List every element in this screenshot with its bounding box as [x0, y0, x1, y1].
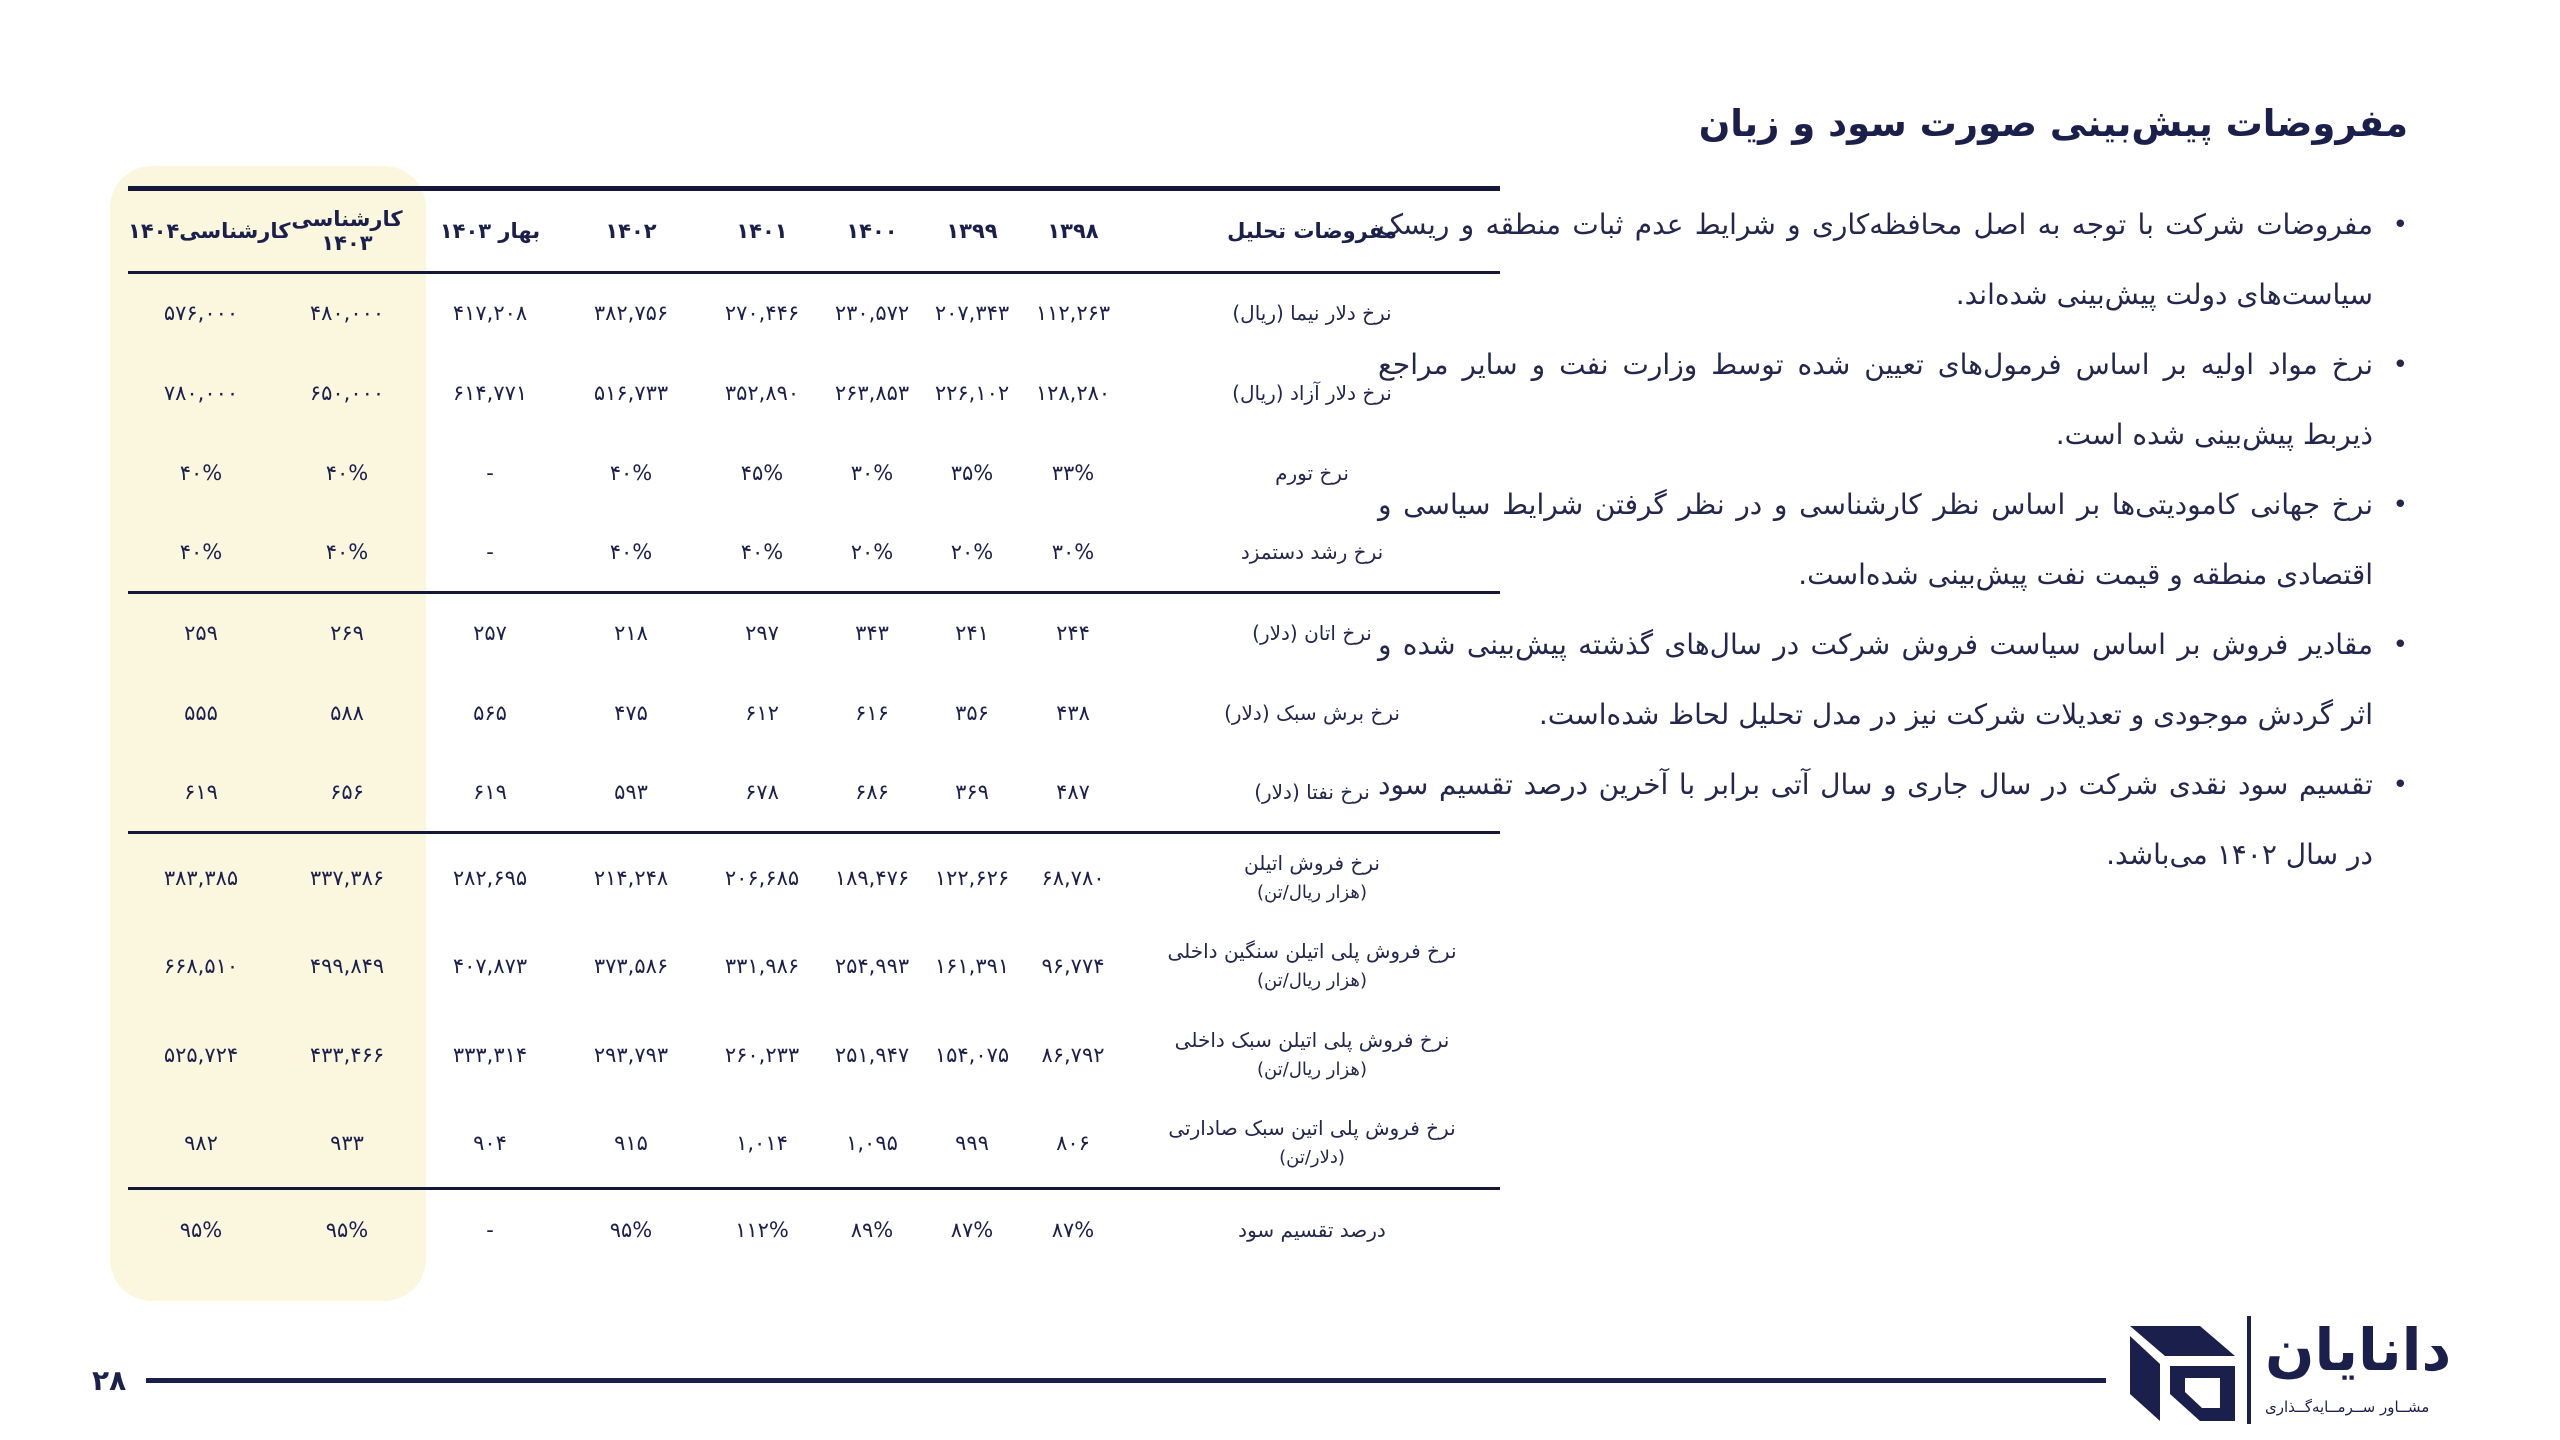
table-cell: ۳۸۳,۳۸۵: [163, 865, 239, 890]
table-cell: ۲۰۶,۶۸۵: [724, 865, 800, 890]
table-cell: ۴۸۰,۰۰۰: [309, 301, 385, 326]
row-label-text: نرخ برش سبک (دلار): [1224, 700, 1400, 725]
column-header: ۱۳۹۸: [1047, 219, 1099, 243]
table-cell: ۶۵۶: [330, 779, 364, 804]
logo-name: دانایان: [2265, 1316, 2452, 1384]
table-cell: ۴۱۷,۲۰۸: [452, 301, 528, 326]
table-cell: ۲۰%: [950, 539, 994, 564]
list-item: • نرخ مواد اولیه بر اساس فرمول‌های تعیین شده توسط وزارت نفت و سایر مراجع ذیربط پیش‌بینی شده است.: [1378, 330, 2408, 470]
table-cell: ۵۹۳: [614, 779, 648, 804]
table-cell: ۴۰۷,۸۷۳: [452, 954, 528, 978]
table-cell: ۱,۰۹۵: [846, 1131, 898, 1156]
table-cell: ۱۱۲%: [735, 1218, 789, 1243]
assumptions-list: [1378, 190, 2408, 890]
table-cell: ۶۱۹: [184, 779, 218, 804]
table-cell: ۴۷۵: [614, 700, 648, 725]
table-cell: ۳۳%: [1051, 460, 1095, 485]
table-cell: ۴۰%: [325, 539, 369, 564]
table-cell: ۹۵%: [609, 1218, 653, 1243]
table-cell: ۹۵%: [325, 1218, 369, 1243]
row-label: [1124, 433, 1500, 513]
table-cell: -: [486, 1218, 494, 1243]
table-cell: ۱۵۴,۰۷۵: [934, 1043, 1010, 1067]
row-unit-text: (هزار ریال/تن): [1257, 881, 1367, 903]
row-label-text: نرخ دلار نیما (ریال): [1232, 301, 1392, 326]
table-cell: ۳۰%: [850, 460, 894, 485]
table-cell: ۴۰%: [609, 460, 653, 485]
table-cell: ۸۷%: [950, 1218, 994, 1243]
table-row: [128, 673, 1500, 753]
table-cell: ۲۹۳,۷۹۳: [593, 1043, 669, 1067]
table-cell: ۲۶۹: [330, 621, 364, 646]
table-cell: -: [486, 539, 494, 564]
row-label: [1124, 673, 1500, 753]
row-label: [1124, 513, 1500, 593]
table-cell: ۲۲۶,۱۰۲: [934, 380, 1010, 405]
list-item: • تقسیم سود نقدی شرکت در سال جاری و سال آتی برابر با آخرین درصد تقسیم سود در سال ۱۴۰۲ می‌باشد.: [1378, 750, 2408, 890]
table-row: [128, 353, 1500, 433]
row-label-text: نرخ اتان (دلار): [1252, 621, 1372, 646]
table-cell: ۲۶۳,۸۵۳: [834, 380, 910, 405]
table-cell: ۳۴۳: [855, 621, 889, 646]
table-cell: ۲۱۸: [614, 621, 648, 646]
table-cell: ۲۰۷,۳۴۳: [934, 301, 1010, 326]
table-cell: ۲۳۰,۵۷۲: [834, 301, 910, 326]
table-cell: ۳۵۲,۸۹۰: [724, 380, 800, 405]
table-row: [128, 433, 1500, 513]
table-cell: ۲۵۴,۹۹۳: [834, 954, 910, 978]
table-cell: ۲۱۴,۲۴۸: [593, 865, 669, 890]
footer-divider: [146, 1378, 2106, 1383]
row-label: [1124, 1100, 1500, 1189]
table-cell: ۴۸۷: [1056, 779, 1090, 804]
row-label: [1124, 1011, 1500, 1100]
row-label: [1124, 753, 1500, 833]
table-cell: ۱۲۸,۲۸۰: [1035, 380, 1111, 405]
table-cell: ۲۰%: [850, 539, 894, 564]
table-cell: ۶۱۲: [745, 700, 779, 725]
table-row: [128, 1189, 1500, 1271]
list-item: • مفروضات شرکت با توجه به اصل محافظه‌کاری و شرایط عدم ثبات منطقه و ریسک سیاست‌های دولت پیش‌بینی شده‌اند.: [1378, 190, 2408, 330]
column-header: مفروضات تحلیل: [1227, 219, 1397, 243]
table-cell: ۳۳۱,۹۸۶: [724, 954, 800, 978]
logo-mark-icon: [2130, 1326, 2235, 1421]
table-cell: ۳۸۲,۷۵۶: [593, 301, 669, 326]
table-cell: ۶۸,۷۸۰: [1041, 865, 1105, 890]
assumptions-table: [128, 186, 1500, 1271]
row-label-text: درصد تقسیم سود: [1238, 1218, 1386, 1243]
row-label: [1124, 833, 1500, 922]
table-row: [128, 753, 1500, 833]
table-cell: ۳۳۷,۳۸۶: [309, 865, 385, 890]
assumptions-table-container: [110, 166, 1500, 1301]
row-label-text: نرخ فروش پلی اتیلن سبک داخلی: [1174, 1028, 1450, 1052]
row-label-text: نرخ فروش پلی اتین سبک صادارتی: [1168, 1116, 1456, 1141]
table-cell: ۳۰%: [1051, 539, 1095, 564]
table-cell: ۵۵۵: [184, 700, 218, 725]
row-label: [1124, 922, 1500, 1011]
row-label: [1124, 353, 1500, 433]
table-cell: ۲۵۹: [184, 621, 218, 646]
table-cell: ۵۶۵: [473, 700, 507, 725]
table-cell: ۳۷۳,۵۸۶: [593, 954, 669, 978]
table-cell: ۱۱۲,۲۶۳: [1035, 301, 1111, 326]
table-cell: ۲۹۷: [745, 621, 779, 646]
table-cell: ۴۰%: [740, 539, 784, 564]
table-cell: ۴۰%: [609, 539, 653, 564]
table-cell: ۴۰%: [325, 460, 369, 485]
table-cell: ۲۵۷: [473, 621, 507, 646]
table-cell: ۵۸۸: [330, 700, 364, 725]
company-logo: [2130, 1316, 2460, 1426]
table-cell: ۲۶۰,۲۳۳: [724, 1043, 800, 1067]
table-cell: ۶۱۴,۷۷۱: [452, 380, 528, 405]
table-cell: ۴۹۹,۸۴۹: [309, 954, 385, 978]
table-cell: ۹۳۳: [330, 1131, 364, 1156]
column-header: کارشناسی ۱۴۰۳: [291, 207, 403, 255]
table-cell: ۳۵۶: [955, 700, 989, 725]
row-label: [1124, 593, 1500, 673]
table-cell: ۲۷۰,۴۴۶: [724, 301, 800, 326]
table-cell: ۷۸۰,۰۰۰: [163, 380, 239, 405]
table-cell: ۶۷۸: [745, 779, 779, 804]
table-cell: ۴۵%: [740, 460, 784, 485]
table-row: [128, 922, 1500, 1011]
table-row: [128, 273, 1500, 353]
row-label-text: نرخ نفتا (دلار): [1254, 779, 1370, 804]
table-cell: ۹۱۵: [614, 1131, 648, 1156]
table-row: [128, 833, 1500, 922]
row-label: [1124, 273, 1500, 353]
table-header-row: [128, 189, 1500, 273]
table-cell: ۳۳۳,۳۱۴: [452, 1043, 528, 1067]
column-header: کارشناسی۱۴۰۴: [128, 219, 291, 243]
table-cell: ۸۷%: [1051, 1218, 1095, 1243]
row-label-text: نرخ رشد دستمزد: [1240, 539, 1384, 564]
table-cell: ۴۰%: [179, 539, 223, 564]
table-row: [128, 1100, 1500, 1189]
logo-tagline: مشــاور ســرمــایه‌گــذاری: [2265, 1398, 2430, 1416]
table-cell: ۱۲۲,۶۲۶: [934, 865, 1010, 890]
column-header: ۱۴۰۰: [846, 219, 898, 243]
table-cell: ۳۶۹: [955, 779, 989, 804]
table-cell: ۲۴۴: [1056, 621, 1090, 646]
row-label-text: نرخ فروش اتیلن: [1244, 850, 1380, 875]
table-cell: ۲۵۱,۹۴۷: [834, 1043, 910, 1067]
table-cell: ۵۲۵,۷۲۴: [163, 1043, 239, 1067]
table-cell: ۶۱۹: [473, 779, 507, 804]
table-cell: ۳۵%: [950, 460, 994, 485]
column-header: ۱۳۹۹: [946, 219, 998, 243]
row-label: [1124, 1189, 1500, 1271]
table-cell: ۹۵%: [179, 1218, 223, 1243]
table-cell: ۶۱۶: [855, 700, 889, 725]
table-cell: ۸۶,۷۹۲: [1041, 1043, 1105, 1067]
column-header: ۱۴۰۱: [736, 219, 788, 243]
page-number: ۲۸: [92, 1364, 127, 1397]
table-cell: ۹۶,۷۷۴: [1041, 954, 1105, 978]
table-cell: ۴۳۸: [1056, 700, 1090, 725]
table-cell: ۶۸۶: [855, 779, 889, 804]
logo-divider: [2247, 1316, 2251, 1424]
row-unit-text: (هزار ریال/تن): [1257, 1059, 1367, 1080]
table-cell: ۵۱۶,۷۳۳: [593, 380, 669, 405]
table-cell: ۶۶۸,۵۱۰: [163, 954, 239, 978]
table-cell: ۸۰۶: [1056, 1131, 1090, 1156]
table-row: [128, 1011, 1500, 1100]
table-cell: ۱۸۹,۴۷۶: [834, 865, 910, 890]
table-cell: -: [486, 460, 494, 485]
table-cell: ۴۰%: [179, 460, 223, 485]
table-cell: ۹۸۲: [184, 1131, 218, 1156]
row-unit-text: (هزار ریال/تن): [1257, 970, 1367, 991]
table-cell: ۲۴۱: [955, 621, 989, 646]
list-item: • نرخ جهانی کامودیتی‌ها بر اساس نظر کارشناسی و در نظر گرفتن شرایط سیاسی و اقتصادی منطقه و قیمت نفت پیش‌بینی شده‌است.: [1378, 470, 2408, 610]
list-item: • مقادیر فروش بر اساس سیاست فروش شرکت در سال‌های گذشته پیش‌بینی شده و اثر گردش موجودی و تعدیلات شرکت نیز در مدل تحلیل لحاظ شده‌است.: [1378, 610, 2408, 750]
table-cell: ۱,۰۱۴: [736, 1131, 788, 1156]
table-cell: ۲۸۲,۶۹۵: [452, 865, 528, 890]
row-unit-text: (دلار/تن): [1279, 1147, 1345, 1169]
table-cell: ۸۹%: [850, 1218, 894, 1243]
table-row: [128, 593, 1500, 673]
column-header: ۱۴۰۲: [605, 219, 657, 243]
table-cell: ۴۳۳,۴۶۶: [309, 1043, 385, 1067]
table-cell: ۹۰۴: [473, 1131, 507, 1156]
table-cell: ۶۵۰,۰۰۰: [309, 380, 385, 405]
table-cell: ۵۷۶,۰۰۰: [163, 301, 239, 326]
table-cell: ۱۶۱,۳۹۱: [934, 954, 1010, 978]
table-cell: ۹۹۹: [955, 1131, 989, 1156]
table-row: [128, 513, 1500, 593]
row-label-text: نرخ دلار آزاد (ریال): [1232, 380, 1392, 405]
column-header: بهار ۱۴۰۳: [439, 219, 541, 243]
row-label-text: نرخ تورم: [1275, 460, 1349, 485]
row-label-text: نرخ فروش پلی اتیلن سنگین داخلی: [1167, 939, 1457, 963]
page-title: مفروضات پیش‌بینی صورت سود و زیان: [1698, 102, 2408, 145]
